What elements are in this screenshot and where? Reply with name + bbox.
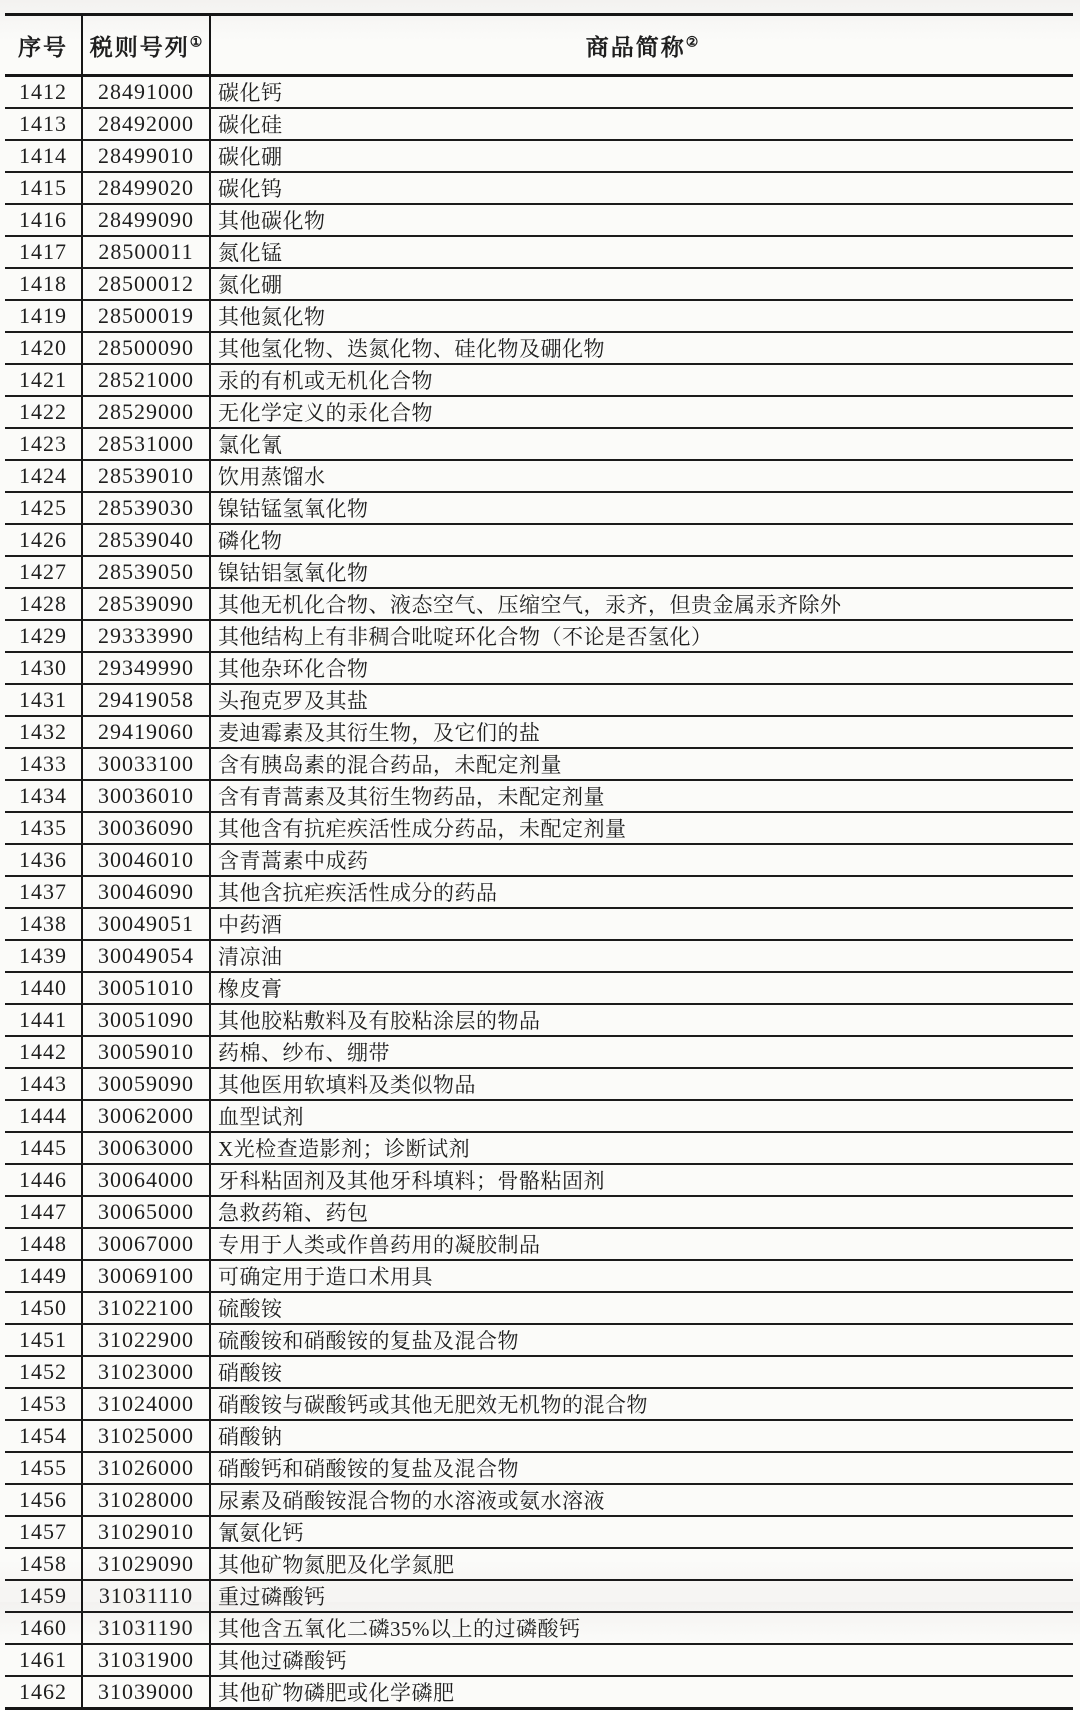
table-row xyxy=(5,1484,1073,1516)
cell-code: 31023000 xyxy=(82,1356,210,1388)
cell-name: 碳化硅 xyxy=(210,108,1073,140)
table-row xyxy=(5,268,1073,300)
table-row xyxy=(5,1676,1073,1709)
table-row xyxy=(5,1132,1073,1164)
cell-code: 31026000 xyxy=(82,1452,210,1484)
cell-name: 其他含有抗疟疾活性成分药品，未配定剂量 xyxy=(210,812,1073,844)
table-row xyxy=(5,428,1073,460)
cell-serial: 1431 xyxy=(5,684,82,716)
cell-serial: 1419 xyxy=(5,300,82,332)
cell-serial: 1456 xyxy=(5,1484,82,1516)
cell-code: 30067000 xyxy=(82,1228,210,1260)
cell-name: 硝酸钠 xyxy=(210,1420,1073,1452)
table-row xyxy=(5,684,1073,716)
cell-name: 其他矿物磷肥或化学磷肥 xyxy=(210,1676,1073,1709)
cell-name: 磷化物 xyxy=(210,524,1073,556)
cell-serial: 1414 xyxy=(5,140,82,172)
table-row xyxy=(5,204,1073,236)
cell-serial: 1438 xyxy=(5,908,82,940)
cell-name: 其他含五氧化二磷35%以上的过磷酸钙 xyxy=(210,1612,1073,1644)
cell-serial: 1454 xyxy=(5,1420,82,1452)
table-row xyxy=(5,140,1073,172)
table-row xyxy=(5,1004,1073,1036)
cell-name: 碳化钨 xyxy=(210,172,1073,204)
cell-serial: 1426 xyxy=(5,524,82,556)
cell-name: 其他含抗疟疾活性成分的药品 xyxy=(210,876,1073,908)
table-row xyxy=(5,876,1073,908)
document-page xyxy=(0,13,1080,1705)
cell-code: 29419060 xyxy=(82,716,210,748)
table-row xyxy=(5,1612,1073,1644)
cell-name: 其他杂环化合物 xyxy=(210,652,1073,684)
cell-name: 重过磷酸钙 xyxy=(210,1580,1073,1612)
table-row xyxy=(5,108,1073,140)
cell-name: 可确定用于造口术用具 xyxy=(210,1260,1073,1292)
cell-name: 其他结构上有非稠合吡啶环化合物（不论是否氢化） xyxy=(210,620,1073,652)
cell-code: 30049051 xyxy=(82,908,210,940)
table-row xyxy=(5,1068,1073,1100)
cell-serial: 1436 xyxy=(5,844,82,876)
table-row xyxy=(5,1388,1073,1420)
cell-name: 氯化氰 xyxy=(210,428,1073,460)
cell-name: 碳化钙 xyxy=(210,76,1073,109)
cell-code: 31025000 xyxy=(82,1420,210,1452)
cell-serial: 1437 xyxy=(5,876,82,908)
cell-serial: 1450 xyxy=(5,1292,82,1324)
cell-code: 30036010 xyxy=(82,780,210,812)
table-row xyxy=(5,748,1073,780)
table-row xyxy=(5,300,1073,332)
cell-name: 其他过磷酸钙 xyxy=(210,1644,1073,1676)
cell-serial: 1455 xyxy=(5,1452,82,1484)
cell-serial: 1443 xyxy=(5,1068,82,1100)
cell-code: 30069100 xyxy=(82,1260,210,1292)
cell-serial: 1424 xyxy=(5,460,82,492)
cell-code: 31024000 xyxy=(82,1388,210,1420)
column-header-name xyxy=(210,15,1073,76)
cell-serial: 1415 xyxy=(5,172,82,204)
table-row xyxy=(5,1036,1073,1068)
cell-code: 28539010 xyxy=(82,460,210,492)
cell-serial: 1421 xyxy=(5,364,82,396)
cell-code: 28539030 xyxy=(82,492,210,524)
cell-name: 汞的有机或无机化合物 xyxy=(210,364,1073,396)
cell-name: 其他氮化物 xyxy=(210,300,1073,332)
cell-code: 31022100 xyxy=(82,1292,210,1324)
cell-name: 头孢克罗及其盐 xyxy=(210,684,1073,716)
table-row xyxy=(5,1580,1073,1612)
cell-serial: 1461 xyxy=(5,1644,82,1676)
tariff-table xyxy=(5,13,1073,1710)
cell-serial: 1449 xyxy=(5,1260,82,1292)
cell-serial: 1433 xyxy=(5,748,82,780)
cell-serial: 1458 xyxy=(5,1548,82,1580)
cell-serial: 1459 xyxy=(5,1580,82,1612)
cell-name: 含有胰岛素的混合药品，未配定剂量 xyxy=(210,748,1073,780)
table-row xyxy=(5,172,1073,204)
cell-name: 硫酸铵 xyxy=(210,1292,1073,1324)
cell-code: 30051090 xyxy=(82,1004,210,1036)
cell-name: 其他矿物氮肥及化学氮肥 xyxy=(210,1548,1073,1580)
cell-serial: 1457 xyxy=(5,1516,82,1548)
table-row xyxy=(5,1516,1073,1548)
cell-serial: 1446 xyxy=(5,1164,82,1196)
cell-serial: 1435 xyxy=(5,812,82,844)
cell-serial: 1416 xyxy=(5,204,82,236)
cell-code: 30046090 xyxy=(82,876,210,908)
cell-code: 28539040 xyxy=(82,524,210,556)
cell-serial: 1439 xyxy=(5,940,82,972)
table-row xyxy=(5,1260,1073,1292)
cell-code: 30059010 xyxy=(82,1036,210,1068)
column-header-name-footnote: ② xyxy=(685,34,699,50)
cell-serial: 1420 xyxy=(5,332,82,364)
cell-code: 30065000 xyxy=(82,1196,210,1228)
cell-name: 碳化硼 xyxy=(210,140,1073,172)
cell-serial: 1440 xyxy=(5,972,82,1004)
cell-serial: 1451 xyxy=(5,1324,82,1356)
cell-serial: 1460 xyxy=(5,1612,82,1644)
cell-code: 28499020 xyxy=(82,172,210,204)
cell-name: 无化学定义的汞化合物 xyxy=(210,396,1073,428)
column-header-code-label: 税则号列 xyxy=(89,34,190,60)
cell-name: 镍钴锰氢氧化物 xyxy=(210,492,1073,524)
column-header-name-label: 商品简称 xyxy=(585,34,686,60)
cell-code: 28500012 xyxy=(82,268,210,300)
cell-code: 30063000 xyxy=(82,1132,210,1164)
cell-name: 硝酸铵与碳酸钙或其他无肥效无机物的混合物 xyxy=(210,1388,1073,1420)
cell-serial: 1418 xyxy=(5,268,82,300)
table-row xyxy=(5,556,1073,588)
cell-serial: 1442 xyxy=(5,1036,82,1068)
cell-code: 30051010 xyxy=(82,972,210,1004)
cell-name: 氮化锰 xyxy=(210,236,1073,268)
table-row xyxy=(5,1452,1073,1484)
cell-name: 尿素及硝酸铵混合物的水溶液或氨水溶液 xyxy=(210,1484,1073,1516)
cell-name: 饮用蒸馏水 xyxy=(210,460,1073,492)
cell-code: 30046010 xyxy=(82,844,210,876)
table-row xyxy=(5,780,1073,812)
table-row xyxy=(5,332,1073,364)
cell-code: 29349990 xyxy=(82,652,210,684)
table-header xyxy=(5,15,1073,76)
cell-name: 氮化硼 xyxy=(210,268,1073,300)
cell-serial: 1448 xyxy=(5,1228,82,1260)
table-row xyxy=(5,1164,1073,1196)
table-row xyxy=(5,844,1073,876)
cell-serial: 1425 xyxy=(5,492,82,524)
table-row xyxy=(5,620,1073,652)
table-row xyxy=(5,908,1073,940)
table-row xyxy=(5,1228,1073,1260)
cell-code: 28500090 xyxy=(82,332,210,364)
cell-name: 硝酸铵 xyxy=(210,1356,1073,1388)
cell-name: 其他氢化物、迭氮化物、硅化物及硼化物 xyxy=(210,332,1073,364)
cell-serial: 1417 xyxy=(5,236,82,268)
cell-serial: 1432 xyxy=(5,716,82,748)
cell-code: 29419058 xyxy=(82,684,210,716)
header-row xyxy=(5,15,1073,76)
cell-name: 牙科粘固剂及其他牙科填料；骨骼粘固剂 xyxy=(210,1164,1073,1196)
table-row xyxy=(5,812,1073,844)
table-row xyxy=(5,492,1073,524)
cell-name: 硝酸钙和硝酸铵的复盐及混合物 xyxy=(210,1452,1073,1484)
cell-code: 30062000 xyxy=(82,1100,210,1132)
table-body xyxy=(5,76,1073,1709)
cell-code: 29333990 xyxy=(82,620,210,652)
cell-serial: 1444 xyxy=(5,1100,82,1132)
cell-code: 31039000 xyxy=(82,1676,210,1709)
column-header-serial xyxy=(5,15,82,76)
cell-code: 28499090 xyxy=(82,204,210,236)
table-row xyxy=(5,460,1073,492)
table-row xyxy=(5,1324,1073,1356)
cell-serial: 1423 xyxy=(5,428,82,460)
table-row xyxy=(5,364,1073,396)
cell-name: 硫酸铵和硝酸铵的复盐及混合物 xyxy=(210,1324,1073,1356)
cell-name: 中药酒 xyxy=(210,908,1073,940)
cell-code: 28499010 xyxy=(82,140,210,172)
table-row xyxy=(5,524,1073,556)
table-row xyxy=(5,76,1073,109)
table-row xyxy=(5,716,1073,748)
cell-serial: 1429 xyxy=(5,620,82,652)
cell-name: 橡皮膏 xyxy=(210,972,1073,1004)
cell-name: 药棉、纱布、绷带 xyxy=(210,1036,1073,1068)
cell-name: 急救药箱、药包 xyxy=(210,1196,1073,1228)
cell-serial: 1441 xyxy=(5,1004,82,1036)
cell-code: 28539090 xyxy=(82,588,210,620)
cell-serial: 1462 xyxy=(5,1676,82,1709)
cell-code: 31031110 xyxy=(82,1580,210,1612)
cell-name: 含青蒿素中成药 xyxy=(210,844,1073,876)
cell-serial: 1453 xyxy=(5,1388,82,1420)
cell-code: 31028000 xyxy=(82,1484,210,1516)
column-header-code xyxy=(82,15,210,76)
cell-code: 28529000 xyxy=(82,396,210,428)
cell-serial: 1452 xyxy=(5,1356,82,1388)
cell-name: 专用于人类或作兽药用的凝胶制品 xyxy=(210,1228,1073,1260)
cell-code: 30036090 xyxy=(82,812,210,844)
table-row xyxy=(5,972,1073,1004)
cell-code: 30033100 xyxy=(82,748,210,780)
cell-code: 31022900 xyxy=(82,1324,210,1356)
cell-name: 其他无机化合物、液态空气、压缩空气，汞齐，但贵金属汞齐除外 xyxy=(210,588,1073,620)
cell-name: 其他碳化物 xyxy=(210,204,1073,236)
cell-serial: 1428 xyxy=(5,588,82,620)
cell-code: 30064000 xyxy=(82,1164,210,1196)
cell-code: 28539050 xyxy=(82,556,210,588)
cell-name: 含有青蒿素及其衍生物药品，未配定剂量 xyxy=(210,780,1073,812)
cell-code: 30049054 xyxy=(82,940,210,972)
cell-name: 其他医用软填料及类似物品 xyxy=(210,1068,1073,1100)
cell-code: 31029010 xyxy=(82,1516,210,1548)
cell-code: 31031900 xyxy=(82,1644,210,1676)
cell-name: 血型试剂 xyxy=(210,1100,1073,1132)
table-row xyxy=(5,1292,1073,1324)
table-row xyxy=(5,1644,1073,1676)
column-header-code-footnote: ① xyxy=(189,34,203,50)
cell-code: 28500019 xyxy=(82,300,210,332)
cell-code: 31029090 xyxy=(82,1548,210,1580)
cell-serial: 1412 xyxy=(5,76,82,109)
cell-serial: 1413 xyxy=(5,108,82,140)
cell-serial: 1434 xyxy=(5,780,82,812)
cell-code: 31031190 xyxy=(82,1612,210,1644)
table-row xyxy=(5,236,1073,268)
table-row xyxy=(5,1100,1073,1132)
cell-code: 28500011 xyxy=(82,236,210,268)
cell-serial: 1430 xyxy=(5,652,82,684)
table-row xyxy=(5,940,1073,972)
table-row xyxy=(5,1420,1073,1452)
cell-code: 28491000 xyxy=(82,76,210,109)
table-row xyxy=(5,652,1073,684)
cell-serial: 1427 xyxy=(5,556,82,588)
cell-code: 28531000 xyxy=(82,428,210,460)
table-row xyxy=(5,1196,1073,1228)
cell-code: 28521000 xyxy=(82,364,210,396)
cell-serial: 1422 xyxy=(5,396,82,428)
cell-name: 麦迪霉素及其衍生物，及它们的盐 xyxy=(210,716,1073,748)
cell-name: 氰氨化钙 xyxy=(210,1516,1073,1548)
cell-name: 其他胶粘敷料及有胶粘涂层的物品 xyxy=(210,1004,1073,1036)
column-header-serial-label: 序号 xyxy=(18,34,68,60)
table-row xyxy=(5,588,1073,620)
table-row xyxy=(5,1548,1073,1580)
cell-serial: 1447 xyxy=(5,1196,82,1228)
cell-serial: 1445 xyxy=(5,1132,82,1164)
table-row xyxy=(5,396,1073,428)
cell-name: 清凉油 xyxy=(210,940,1073,972)
cell-code: 28492000 xyxy=(82,108,210,140)
cell-name: 镍钴铝氢氧化物 xyxy=(210,556,1073,588)
cell-code: 30059090 xyxy=(82,1068,210,1100)
table-row xyxy=(5,1356,1073,1388)
cell-name: X光检查造影剂；诊断试剂 xyxy=(210,1132,1073,1164)
